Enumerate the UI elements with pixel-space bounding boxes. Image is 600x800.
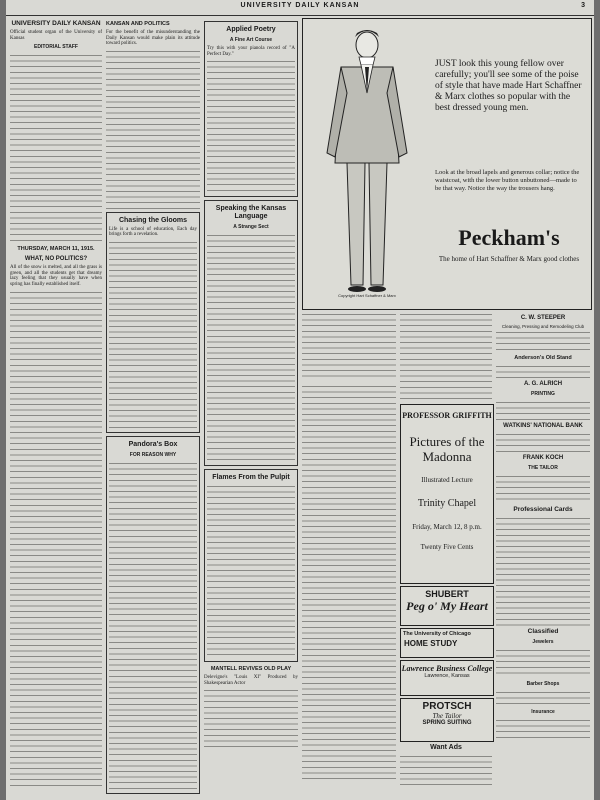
jewelers-heading: Jewelers [532,638,554,645]
editorial-lead: All of the snow is melted, and all the grass is green, and all the students get that dreamy lazy feeling that they usually have when spring has finally established itself. [10,265,102,287]
alrich-sub: PRINTING [531,390,555,397]
griffith-venue: Trinity Chapel [417,498,477,509]
kansas-language-heading: Speaking the Kansas Language [215,205,287,221]
andersons-text [496,364,590,378]
steeper-sub: Cleaning, Pressing and Remodeling Club [501,324,585,329]
staff-listing [10,53,102,243]
mantell-subhead: Delevigne's "Louis XI" Produced by Shakespearian Actor [204,675,298,686]
want-ads [400,742,492,786]
griffith-name: PROFESSOR GRIFFITH [402,411,492,420]
protsch-name: PROTSCH [422,701,472,712]
insurance-heading: Insurance [531,708,555,715]
masthead [6,2,594,14]
masthead-rule [6,15,594,16]
alrich-text [496,400,590,420]
protsch-tailor-ad [400,698,494,742]
applied-poetry-lead: Try this with your pianola record of "A Perfect Day." [207,46,295,57]
applied-poetry-body [207,59,295,194]
andersons: Anderson's Old Stand [514,354,572,361]
alrich-name: A. G. ALRICH [523,380,563,387]
hart-schaffner-marx-ad [302,18,592,310]
pandoras-box [106,436,200,794]
insurance-text [496,718,590,738]
want-ads-text [400,754,492,786]
newspaper-page [6,0,594,800]
chasing-glooms-body [109,240,197,430]
chicago-name: The University of Chicago [403,631,471,637]
column-4-text [302,384,396,780]
frank-koch: FRANK KOCH [522,454,564,461]
column-4 [302,312,396,782]
steeper-text [496,330,590,352]
frank-koch-sub: THE TAILOR [528,464,558,471]
pandoras-box-heading: Pandora's Box [128,440,178,448]
griffith-lecture: Illustrated Lecture [421,476,473,484]
professional-cards-text [496,516,590,626]
mantell-heading: MANTELL REVIVES OLD PLAY [210,666,292,673]
kansas-language-box [204,200,298,466]
steeper-name: C. W. STEEPER [520,315,566,321]
column-2 [106,18,200,794]
suit-illustration [307,23,425,299]
column-5-text [400,312,492,400]
griffith-lecture-ad [400,404,494,584]
lawrence-business-college-ad [400,660,494,696]
flames-pulpit-box [204,469,298,662]
griffith-date: Friday, March 12, 8 p.m. [412,523,482,531]
chasing-glooms-heading: Chasing the Glooms [118,216,188,224]
chicago-home-study-ad [400,628,494,658]
jewelers-text [496,648,590,678]
kansan-politics-heading: KANSAN AND POLITICS [106,21,170,27]
column-3 [204,18,298,794]
chasing-glooms-box [106,212,200,433]
column-4-top-text [302,312,396,380]
flames-pulpit-heading: Flames From the Pulpit [212,474,290,482]
frank-koch-text [496,474,590,504]
nameplate: UNIVERSITY DAILY KANSAN [11,20,101,27]
ad-copyright: Copyright Hart Schaffner & Marx [338,293,396,298]
flames-pulpit-body [207,484,295,659]
classified-heading: Classified [527,627,559,635]
lbc-name: Lawrence Business College [401,664,493,673]
protsch-tag: The Tailor [432,712,462,720]
ad-tagline: The home of Hart Schaffner & Marx good clothes [438,255,580,263]
applied-poetry-sub: A Fine Art Course [229,37,273,43]
column-1 [10,18,102,794]
lbc-place: Lawrence, Kansas [424,673,470,679]
pandoras-box-sub: FOR REASON WHY [129,451,177,458]
ad-body: Look at the broad lapels and generous collar; notice the waistcoat, with the lower button unbuttoned—made to be that way. Notice the way the trousers hang. [435,169,580,192]
ad-headline: JUST look this young fellow over carefully; you'll see some of the poise of style that have made Hart Schaffner & Marx clothes so popular with the best dressed young men. [435,59,582,113]
editorial-heading: WHAT, NO POLITICS? [24,256,88,263]
shubert-name: SHUBERT [425,589,469,599]
issue-date: THURSDAY, MARCH 11, 1915. [17,246,95,253]
page-number: 3 [581,2,586,9]
pandoras-box-body [109,461,197,791]
kansan-politics-lead: For the benefit of the misunderstanding the Daily Kansan would make plain its attitude toward politics. [106,30,200,47]
griffith-title: Pictures of the Madonna [409,434,485,464]
protsch-sub: SPRING SUITING [422,720,472,726]
kansas-language-sub: A Strange Sect [233,224,269,231]
applied-poetry-box [204,21,298,197]
editorial-body [10,290,102,790]
chasing-glooms-lead: Life is a school of education, Each day brings forth a revelation. [109,226,197,238]
chicago-tag: HOME STUDY [404,639,458,648]
mantell-body [204,688,298,748]
barber-heading: Barber Shops [526,680,560,687]
staff-heading: EDITORIAL STAFF [34,44,78,51]
professional-cards-heading: Professional Cards [513,505,573,513]
barber-text [496,690,590,706]
shubert-ad [400,586,494,626]
watkins-text [496,432,590,452]
applied-poetry-heading: Applied Poetry [226,26,276,33]
want-ads-heading: Want Ads [430,744,462,751]
nameplate-subtitle: Official student organ of the University of Kansas [10,30,102,41]
column-5 [400,312,492,402]
kansan-politics-body [106,49,200,209]
shubert-show: Peg o' My Heart [406,599,488,613]
masthead-title: UNIVERSITY DAILY KANSAN [240,2,360,9]
watkins-bank: WATKINS' NATIONAL BANK [503,422,583,429]
griffith-price: Twenty Five Cents [420,543,474,551]
kansas-language-body [207,233,295,463]
business-directory [496,312,590,786]
ad-brand: Peckham's [458,225,560,250]
